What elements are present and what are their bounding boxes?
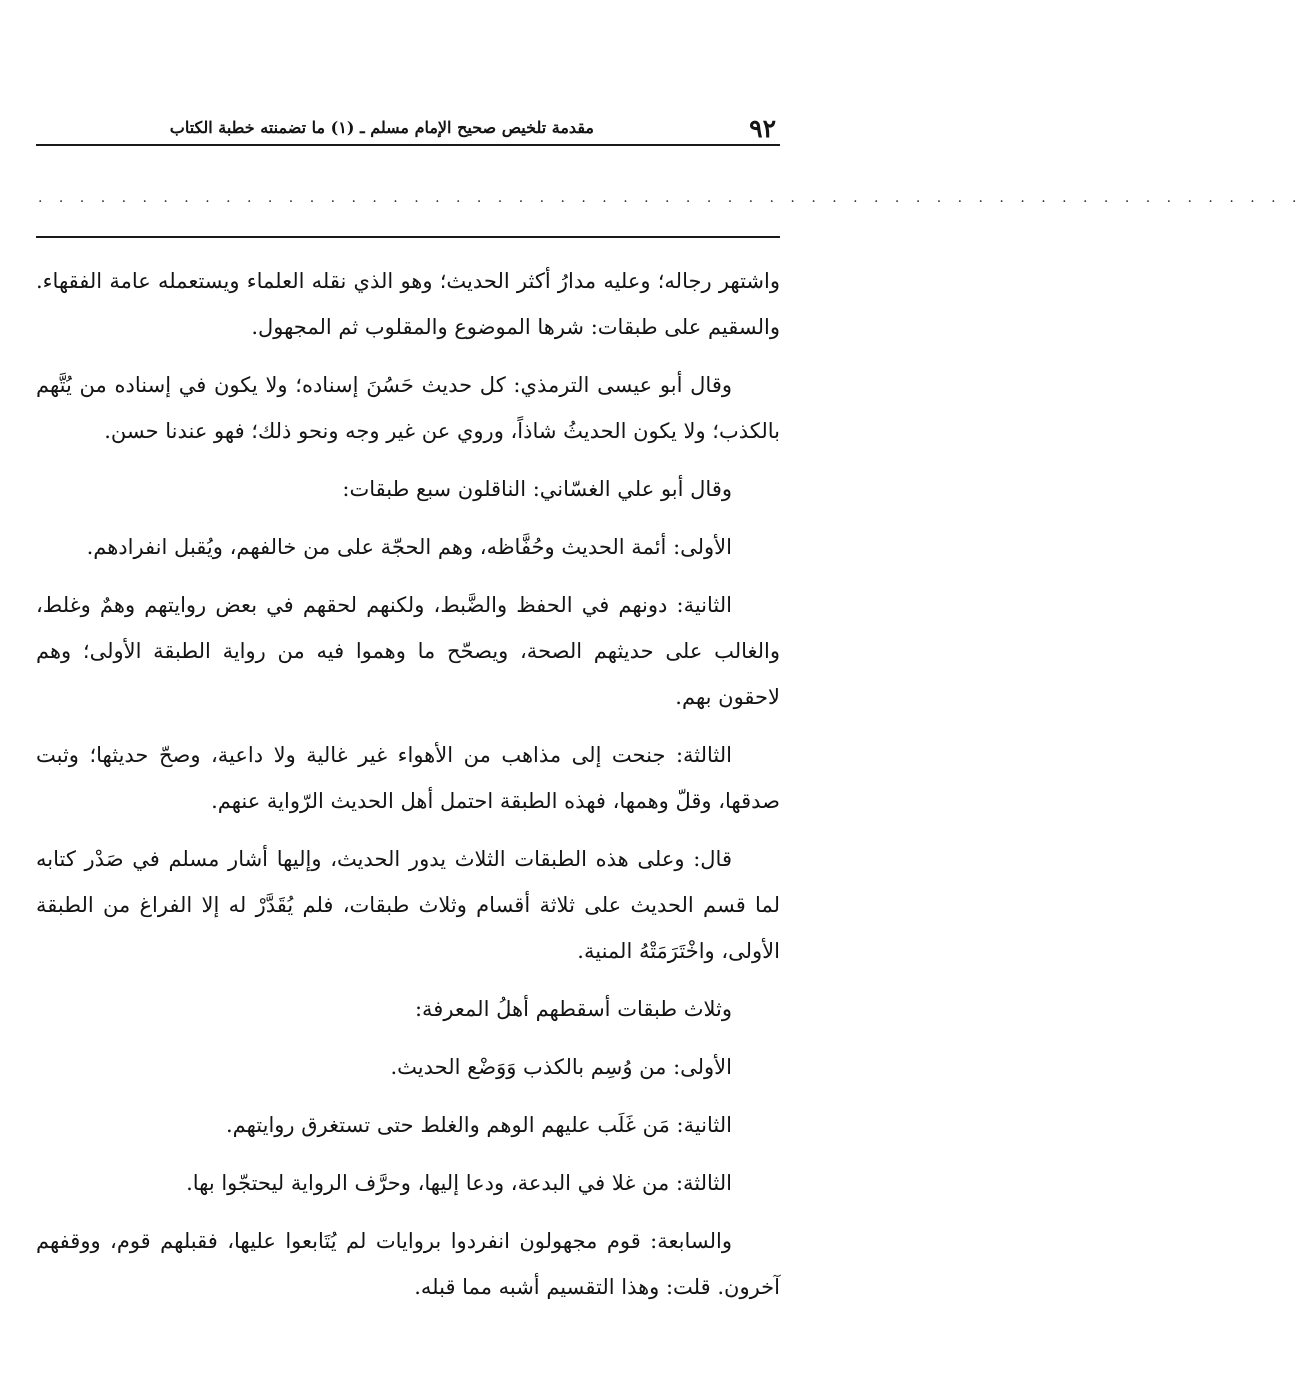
body-text <box>36 258 780 1322</box>
paragraph: وقال أبو عيسى الترمذي: كل حديث حَسُنَ إسناده؛ ولا يكون في إسناده من يُتَّهم بالكذب؛ ولا يكون الحديثُ شاذاً، وروي عن غير وجه ونحو ذلك؛ فهو عندنا حسن. <box>36 373 780 443</box>
paragraph: الثالثة: من غلا في البدعة، ودعا إليها، وحرَّف الرواية ليحتجّوا بها. <box>186 1171 732 1195</box>
paragraph: وقال أبو علي الغسّاني: الناقلون سبع طبقات: <box>342 477 732 501</box>
paragraph: الأولى: من وُسِم بالكذب وَوَضْع الحديث. <box>390 1055 732 1079</box>
running-title: مقدمة تلخيص صحيح الإمام مسلم ـ (١) ما تضمنته خطبة الكتاب <box>169 118 594 137</box>
paragraph: الأولى: أئمة الحديث وحُفَّاظه، وهم الحجّة على من خالفهم، ويُقبل انفرادهم. <box>86 535 732 559</box>
paragraph: الثانية: دونهم في الحفظ والضَّبط، ولكنهم لحقهم في بعض روايتهم وهمٌ وغلط، والغالب على حديثهم الصحة، ويصحّح ما وهموا فيه من رواية الطبقة الأولى؛ وهم لاحقون بهم. <box>36 593 780 709</box>
paragraph: واشتهر رجاله؛ وعليه مدارُ أكثر الحديث؛ وهو الذي نقله العلماء ويستعمله عامة الفقهاء. والسقيم على طبقات: شرها الموضوع والمقلوب ثم المجهول. <box>36 269 780 339</box>
paragraph: الثالثة: جنحت إلى مذاهب من الأهواء غير غالية ولا داعية، وصحّ حديثها؛ وثبت صدقها، وقلّ وهمها، فهذه الطبقة احتمل أهل الحديث الرّواية عنهم. <box>36 743 780 813</box>
paragraph: الثانية: مَن غَلَب عليهم الوهم والغلط حتى تستغرق روايتهم. <box>225 1113 732 1137</box>
paragraph: قال: وعلى هذه الطبقات الثلاث يدور الحديث، وإليها أشار مسلم في صَدْر كتابه لما قسم الحديث على ثلاثة أقسام وثلاث طبقات، فلم يُقَدَّرْ له إلا الفراغ من الطبقة الأولى، واخْتَرَمَتْهُ المنية. <box>36 847 780 963</box>
footnote-rule <box>36 236 780 238</box>
dotted-separator: . . . . . . . . . . . . . . . . . . . . . . . . . . . . . . . . . . . . . . . . . . . . . . . . . . . . . . . . . . . . . <box>38 190 1302 206</box>
paragraph: وثلاث طبقات أسقطهم أهلُ المعرفة: <box>414 997 732 1021</box>
page-number: ٩٢ <box>749 114 776 143</box>
paragraph: والسابعة: قوم مجهولون انفردوا بروايات لم يُتَابعوا عليها، فقبلهم قوم، ووقفهم آخرون. قلت: وهذا التقسيم أشبه مما قبله. <box>36 1229 780 1299</box>
running-header <box>36 104 780 146</box>
